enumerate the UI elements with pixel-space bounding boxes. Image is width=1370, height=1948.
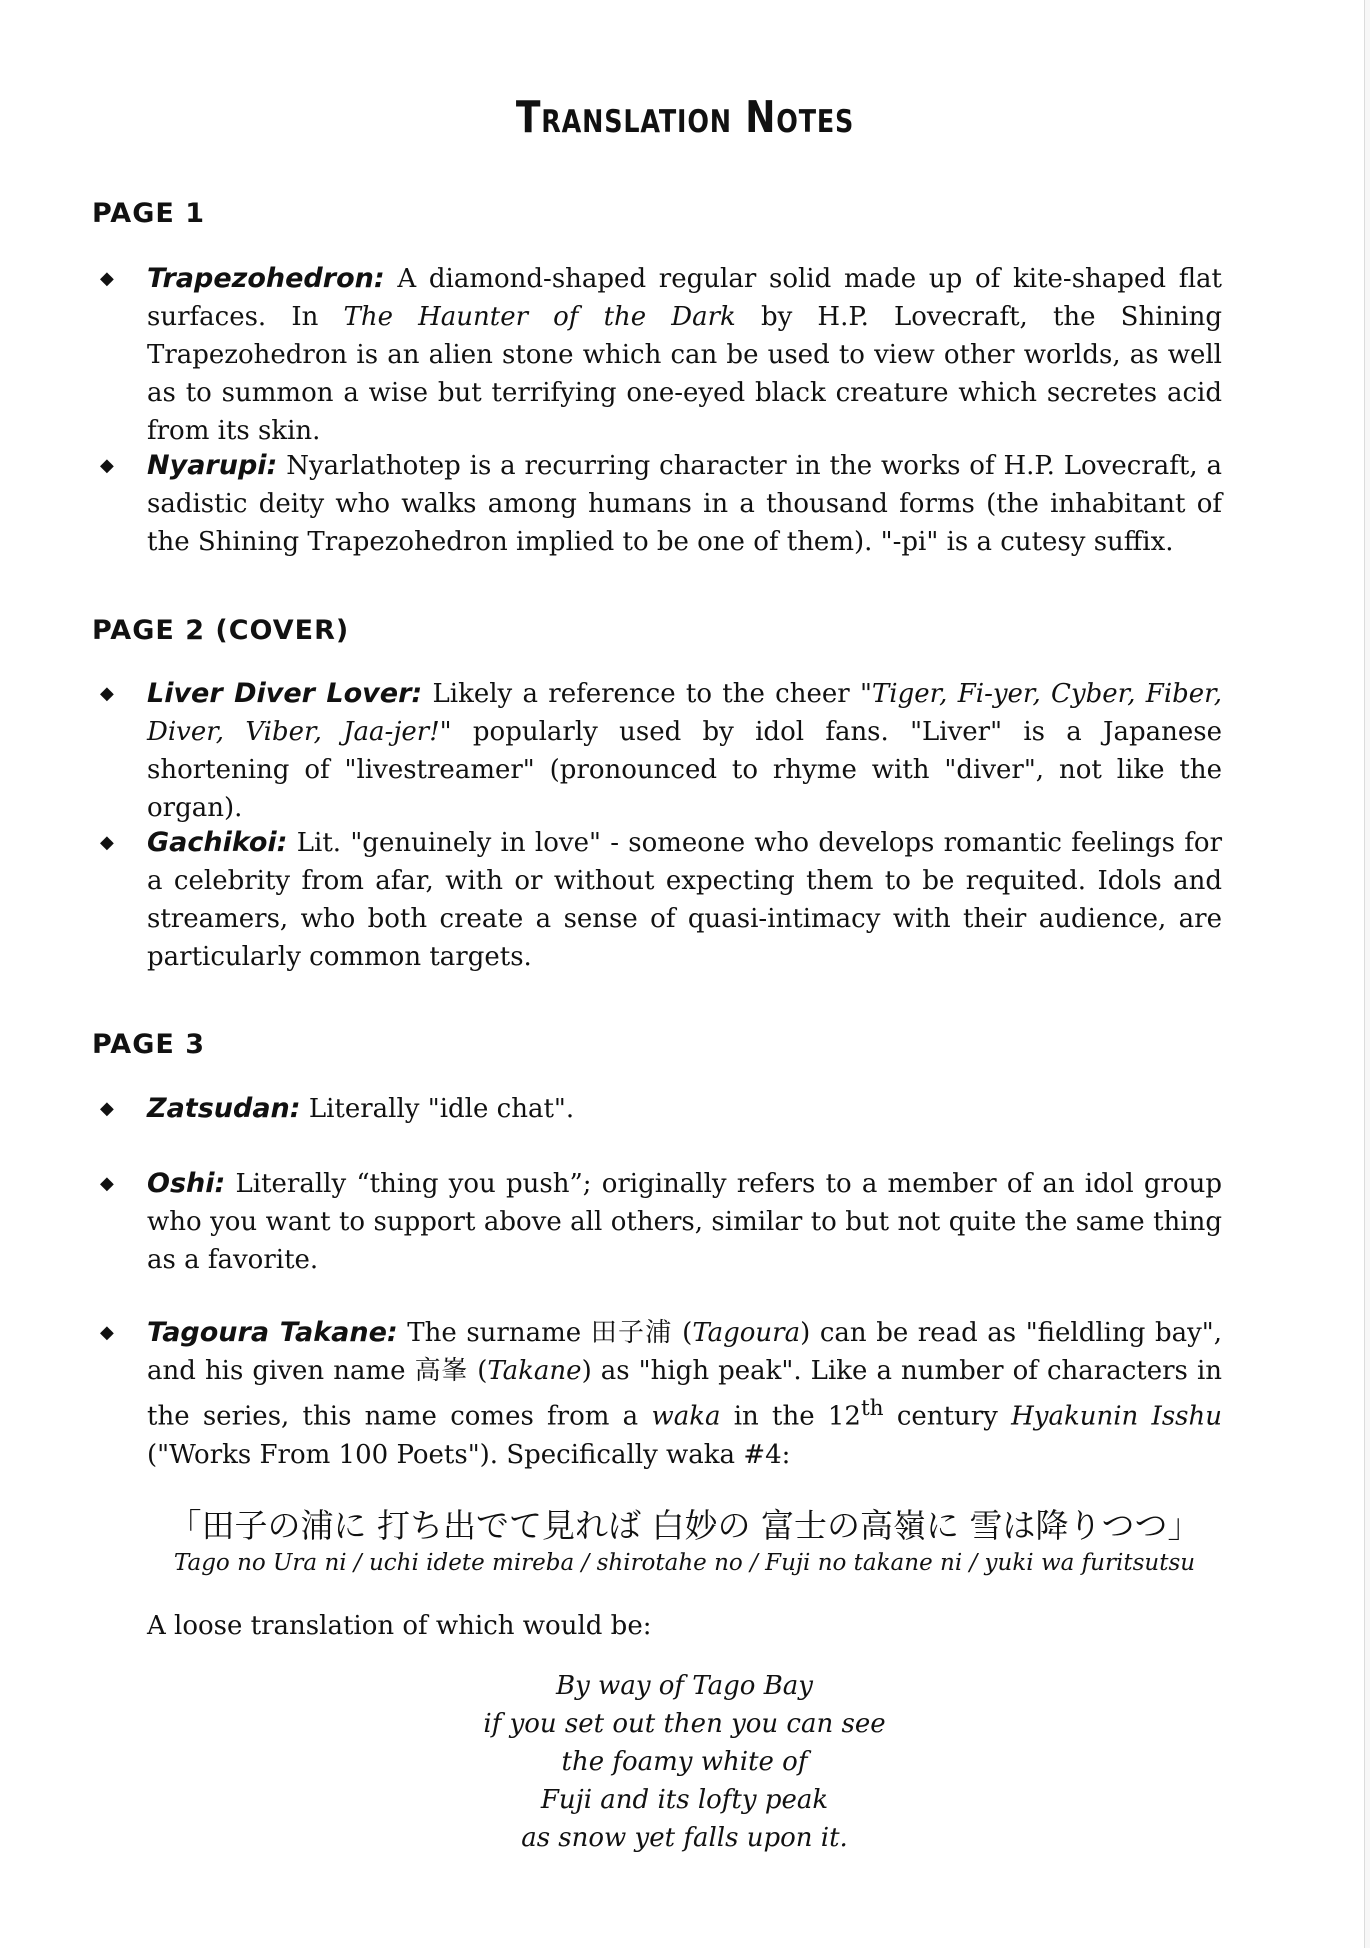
note-text: ) as "high peak". Like a number of characters in the series, this name comes from a xyxy=(147,1356,1223,1432)
note-text: Nyarlathotep is a recurring character in the works of H.P. Lovecraft, a sadistic deity who walks among humans in a thousand forms (the inhabitant of the Shining Trapezohedron implied to be one of them). "-pi" is a cutesy suffix. xyxy=(147,451,1222,557)
verse-line: as snow yet falls upon it. xyxy=(521,1823,848,1853)
diamond-bullet-icon: ◆ xyxy=(100,455,114,476)
note-term: Tagoura Takane: xyxy=(147,1317,398,1348)
section-heading-page-2: PAGE 2 (COVER) xyxy=(92,615,350,646)
section-heading-page-1: PAGE 1 xyxy=(92,198,205,229)
note-text: popularly used by idol fans. "Liver" is a Japanese shortening of "livestreamer" (pronounced to rhyme with "diver", not like the organ). xyxy=(147,717,1222,823)
note-text-italic: The Haunter of the Dark xyxy=(343,302,736,332)
diamond-bullet-icon: ◆ xyxy=(100,268,114,289)
waka-japanese: 「田子の浦に 打ち出でて見れば 白妙の 富士の高嶺に 雪は降りつつ」 xyxy=(168,1506,1201,1545)
diamond-bullet-icon: ◆ xyxy=(100,1173,114,1194)
note-text: Literally “thing you push”; originally refers to a member of an idol group who you want to support above all others, similar to but not quite the same thing as a favorite. xyxy=(147,1169,1222,1275)
note-term: Zatsudan: xyxy=(147,1093,301,1124)
superscript: th xyxy=(860,1396,884,1421)
note-text-italic: Takane xyxy=(487,1356,582,1386)
note-text: A diamond-shaped regular solid made up of kite-shaped flat surfaces. In xyxy=(147,264,1222,332)
note-term: Trapezohedron: xyxy=(147,263,385,294)
verse-line: By way of Tago Bay xyxy=(556,1671,813,1701)
verse-line: Fuji and its lofty peak xyxy=(540,1785,829,1815)
note-text: Lit. "genuinely in love" - someone who develops romantic feelings for a celebrity from afar, with or without expecting them to be requited. Idols and streamers, who both create a sense of quasi-intimacy with their audience, are particularly common targets. xyxy=(147,828,1223,972)
waka-romaji: Tago no Ura ni / uchi idete mireba / shirotahe no / Fuji no takane ni / yuki wa furitsutsu xyxy=(173,1550,1196,1576)
translated-verse xyxy=(147,1667,1222,1857)
note-term: Nyarupi: xyxy=(147,450,278,481)
translation-intro: A loose translation of which would be: xyxy=(147,1611,652,1641)
note-text-italic: waka xyxy=(651,1401,721,1432)
note-text-italic: Tagoura xyxy=(692,1318,801,1348)
note-text-italic: Hyakunin Isshu xyxy=(1011,1401,1222,1432)
note-term: Gachikoi: xyxy=(147,827,288,858)
note-text-italic: "Tiger, Fi-yer, Cyber, Fiber, Diver, Viber, Jaa-jer!" xyxy=(147,679,1223,747)
verse-line: if you set out then you can see xyxy=(483,1709,886,1739)
note-text: The surname 田子浦 ( xyxy=(407,1318,693,1348)
note-nyarupi xyxy=(100,447,1222,561)
page-title: Translation Notes xyxy=(515,92,855,143)
diamond-bullet-icon: ◆ xyxy=(100,683,114,704)
diamond-bullet-icon: ◆ xyxy=(100,832,114,853)
note-liver-diver-lover xyxy=(100,675,1223,827)
diamond-bullet-icon: ◆ xyxy=(100,1322,114,1343)
note-term: Oshi: xyxy=(147,1168,226,1199)
note-text: century xyxy=(883,1401,1012,1432)
note-oshi xyxy=(100,1165,1222,1279)
note-text: Literally "idle chat". xyxy=(308,1094,575,1124)
verse-line: the foamy white of xyxy=(561,1747,808,1777)
note-gachikoi xyxy=(100,824,1223,976)
diamond-bullet-icon: ◆ xyxy=(100,1098,114,1119)
note-text: by H.P. Lovecraft, the Shining Trapezohedron is an alien stone which can be used to view other worlds, as well as to summon a wise but terrifying one-eyed black creature which secretes acid from its skin. xyxy=(147,302,1222,446)
note-text: ) can be read as "fieldling bay", and his given name 高峯 ( xyxy=(147,1318,1222,1386)
note-text: Likely a reference to the cheer xyxy=(432,679,860,709)
note-zatsudan xyxy=(100,1090,1222,1128)
note-trapezohedron xyxy=(100,260,1222,450)
note-text: ("Works From 100 Poets"). Specifically waka #4: xyxy=(147,1439,791,1470)
note-tagoura-takane xyxy=(100,1314,1223,1474)
section-heading-page-3: PAGE 3 xyxy=(92,1029,205,1060)
note-term: Liver Diver Lover: xyxy=(147,678,423,709)
note-text: in the 12 xyxy=(720,1401,861,1432)
